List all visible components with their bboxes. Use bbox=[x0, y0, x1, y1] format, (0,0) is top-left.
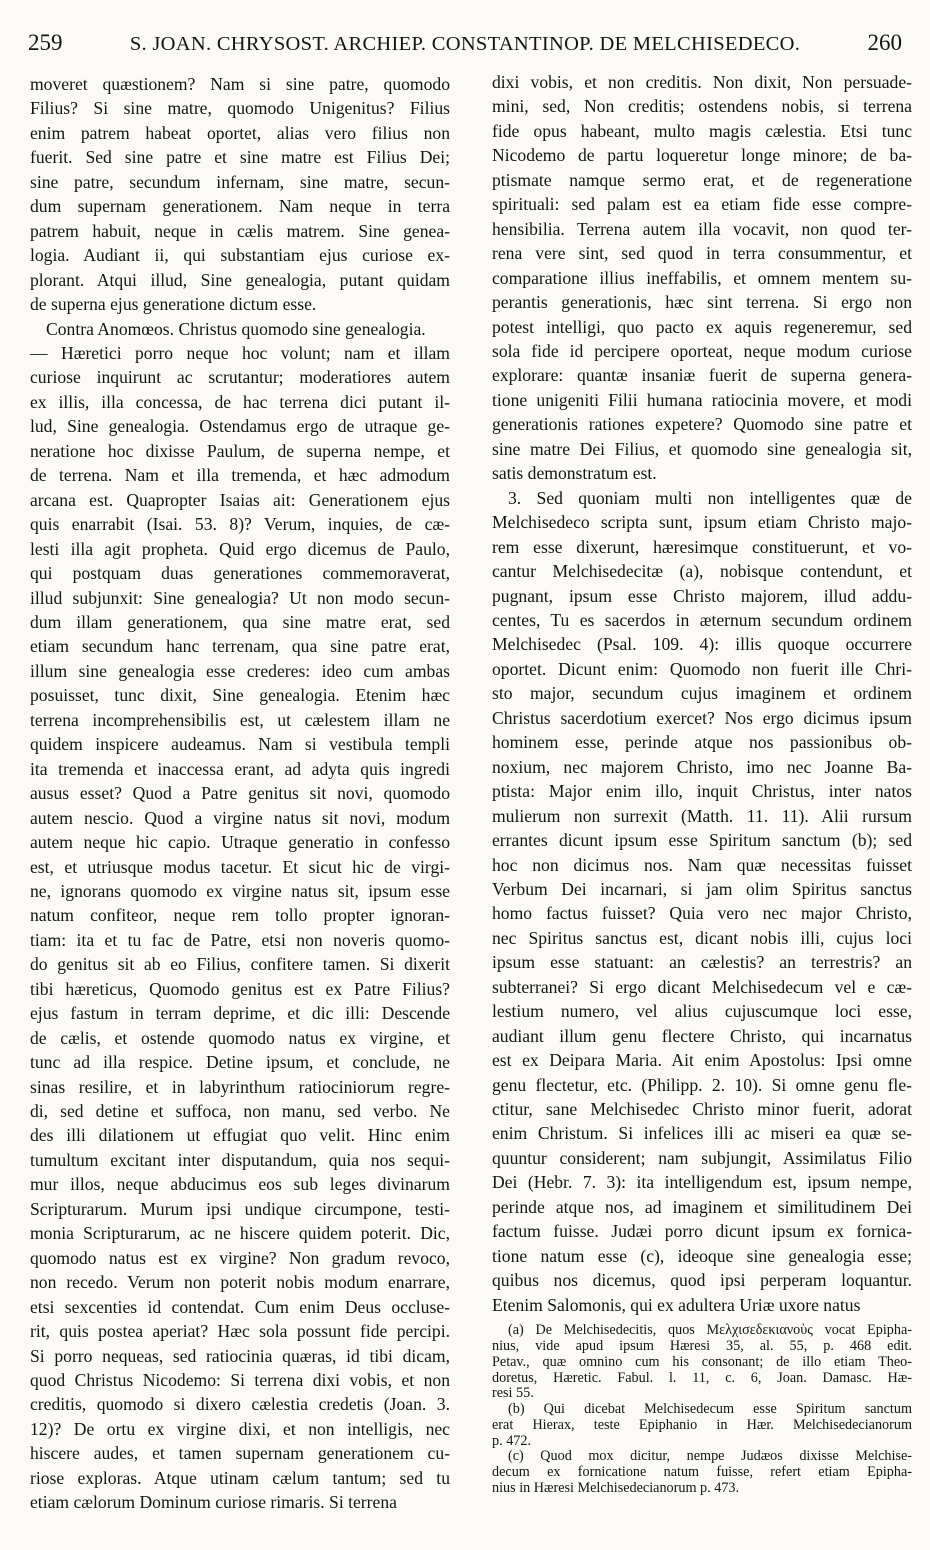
text-line: hensibilia. Terrena autem illa vocavit, non quod ter- bbox=[492, 218, 912, 239]
text-line: perinde atque nos, ad imaginem et similitudinem Dei bbox=[492, 1196, 912, 1217]
text-line: Filius? Si sine matre, quomodo Unigenitus? Filius bbox=[30, 98, 450, 119]
text-line: potest intelligi, quo pacto ex aquis regeneremur, sed bbox=[492, 316, 912, 337]
text-line: autem neque hic capio. Utraque generatio in confesso bbox=[30, 832, 450, 853]
text-line: qui postquam duas generationes commemoraverat, bbox=[30, 563, 450, 584]
text-line: Dei (Hebr. 7. 3): ita intelligendum est, ipsum nempe, bbox=[492, 1172, 912, 1193]
text-line: tiam: ita et tu fac de Patre, etsi non noveris quomo- bbox=[30, 929, 450, 950]
text-line: fide opus habeant, multo magis cælestia. Etsi tunc bbox=[492, 120, 912, 141]
text-line: Si porro nequeas, sed ratiocinia quæras, id tibi dicam, bbox=[30, 1345, 450, 1366]
text-line: quuntur considerent; nam subjungit, Assimilatus Filio bbox=[492, 1147, 912, 1168]
text-line: lesti illa agit propheta. Quid ergo dicemus de Paulo, bbox=[30, 538, 450, 559]
text-line: sinas resilire, et in labyrinthum ratiociniorum regre- bbox=[30, 1076, 450, 1097]
text-line: quis enarrabit (Isai. 53. 8)? Verum, inquies, de cæ- bbox=[30, 514, 450, 535]
text-line: dixi vobis, et non creditis. Non dixit, Non persuade- bbox=[492, 72, 912, 92]
right-column bbox=[492, 70, 912, 1497]
text-line: moveret quæstionem? Nam si sine patre, quomodo bbox=[30, 74, 450, 94]
text-line: rena vere sint, sed quod in terra consummentur, et bbox=[492, 243, 912, 264]
text-line: neratione hoc dixisse Paulum, de superna nempe, et bbox=[30, 440, 450, 461]
text-line: tibi hæreticus, Quomodo genitus est ex Patre Filius? bbox=[30, 978, 450, 999]
text-line: est, et utriusque modus tacetur. Et sicut hic de virgi- bbox=[30, 856, 450, 877]
text-line: — Hæretici porro neque hoc volunt; nam et illam bbox=[30, 342, 450, 363]
text-line: illud subjunxit: Sine genealogia? Ut non modo secun- bbox=[30, 587, 450, 608]
text-line: Melchisedeco scripta sunt, ipsum etiam Christo majo- bbox=[492, 512, 912, 533]
footnote-line: resi 55. bbox=[492, 1385, 534, 1402]
text-line: non recedo. Verum non poterit nobis modum enarrare, bbox=[30, 1272, 450, 1293]
text-line: monia Scripturarum, ac ne hiscere quidem poterit. Dic, bbox=[30, 1223, 450, 1244]
text-line: natum confiteor, neque rem tollo propter ignoran- bbox=[30, 905, 450, 926]
footnote-line: erat Hierax, teste Epiphanio in Hær. Melchisedecianorum bbox=[492, 1416, 912, 1433]
text-line: tumultum excitant inter disputandum, quia nos sequi- bbox=[30, 1149, 450, 1170]
text-line: ausus esset? Quod a Patre genitus sit novi, quomodo bbox=[30, 783, 450, 804]
text-line: noxium, nec majorem Christo, imo nec Joanne Ba- bbox=[492, 756, 912, 777]
page-number-right: 260 bbox=[867, 30, 902, 55]
text-line: plorant. Atqui illud, Sine genealogia, putant quidam bbox=[30, 269, 450, 290]
text-line: di, sed detine et suffoca, non manu, sed verbo. Ne bbox=[30, 1101, 450, 1122]
text-line: comparatione illius ineffabilis, et omnem mentem su- bbox=[492, 267, 912, 288]
text-line: rem esse dixerunt, hæresimque constituerunt, et vo- bbox=[492, 536, 912, 557]
running-header bbox=[28, 30, 902, 64]
text-line: lud, Sine genealogia. Ostendamus ergo de utraque ge- bbox=[30, 416, 450, 437]
text-line: tunc ad illa respice. Detine ipsum, et conclude, ne bbox=[30, 1052, 450, 1073]
left-column bbox=[30, 72, 450, 1515]
text-line: posuisset, tunc dixit, Sine genealogia. Etenim hæc bbox=[30, 685, 450, 706]
text-line: factum fuisse. Judæi porro dicunt ipsum ex fornica- bbox=[492, 1221, 912, 1242]
text-line: ipsum esse statuant: an cælestis? an terrestris? an bbox=[492, 952, 912, 973]
text-line: Verbum Dei incarnari, si jam olim Spiritus sanctus bbox=[492, 878, 912, 899]
text-line: dum supernam generationem. Nam neque in terra bbox=[30, 196, 450, 217]
text-line: ita tremenda et inaccessa erant, ad adyta quis ingredi bbox=[30, 758, 450, 779]
text-line: oportet. Dicunt enim: Quomodo non fuerit ille Chri- bbox=[492, 658, 912, 679]
text-line: explorare: quantæ insaniæ fuerit de superna genera- bbox=[492, 365, 912, 386]
right-column-text bbox=[492, 70, 912, 1317]
text-line: Melchisedec (Psal. 109. 4): illis quoque occurrere bbox=[492, 634, 912, 655]
text-line: etsi sexcenties id contendat. Cum enim Deus occluse- bbox=[30, 1296, 450, 1317]
text-line: cantur Melchisedecitæ (a), nobisque contendunt, et bbox=[492, 561, 912, 582]
text-line: enim Christum. Si infelices illi ac miseri ea quæ se- bbox=[492, 1123, 912, 1144]
footnote-line: doretus, Hæretic. Fabul. l. 11, c. 6, Joan. Damasc. Hæ- bbox=[492, 1369, 912, 1386]
text-line: mur illos, neque abducimus eos sub leges divinarum bbox=[30, 1174, 450, 1195]
text-line: tione unigeniti Filii humana ratiocinia movere, et modi bbox=[492, 389, 912, 410]
text-line: mulierum non surrexit (Matth. 11. 11). Alii rursum bbox=[492, 805, 912, 826]
text-line: autem nescio. Quod a virgine natus sit novi, modum bbox=[30, 807, 450, 828]
text-line: ejus fastum in terram deprime, et dic illi: Descende bbox=[30, 1003, 450, 1024]
text-line: arcana est. Quapropter Isaias ait: Generationem ejus bbox=[30, 489, 450, 510]
text-line: mini, sed, Non creditis; ostendens nobis, si terrena bbox=[492, 96, 912, 117]
text-line: de superna ejus generatione dictum esse. bbox=[30, 294, 317, 315]
text-line: lestium numero, vel alius cujuscumque loci esse, bbox=[492, 1001, 912, 1022]
text-line: rit, quis postea aperiat? Hæc sola possunt fide percipi. bbox=[30, 1321, 450, 1342]
text-line: dum illam generationem, qua sine matre erat, sed bbox=[30, 611, 450, 632]
text-line: do genitus sit ab eo Filius, confitere tamen. Si dixerit bbox=[30, 954, 450, 975]
text-line: enim patrem habeat oportet, alias vero filius non bbox=[30, 122, 450, 143]
text-line: quomodo natus est ex virgine? Non gradum revoco, bbox=[30, 1247, 450, 1268]
text-line: sine patre, secundum infernam, sine matre, secun- bbox=[30, 171, 450, 192]
text-line: creditis, quomodo si dixero cælestia credetis (Joan. 3. bbox=[30, 1394, 450, 1415]
text-line: subterranei? Si ergo dicant Melchisedecum vel e cæ- bbox=[492, 976, 912, 997]
text-line: centes, Tu es sacerdos in æternum secundum ordinem bbox=[492, 609, 912, 630]
text-line: ptismate namque sermo erat, et de regeneratione bbox=[492, 169, 912, 190]
footnote-line: Petav., quæ omnino cum his consonant; de illo etiam Theo- bbox=[492, 1353, 912, 1370]
text-line: ptista: Major enim illo, inquit Christus, inter natos bbox=[492, 781, 912, 802]
text-line: sto major, secundum cujus imaginem et ordinem bbox=[492, 683, 912, 704]
text-line: fuerit. Sed sine patre et sine matre est Filius Dei; bbox=[30, 147, 450, 168]
text-line: riose exploras. Atque utinam cælum tantum; sed tu bbox=[30, 1467, 450, 1488]
text-line: de cælis, et ostende quomodo natus ex virgine, et bbox=[30, 1027, 450, 1048]
text-line: Nicodemo de partu loqueretur longe minore; de ba- bbox=[492, 145, 912, 166]
text-line: terrena incomprehensibilis est, ut cælestem illam ne bbox=[30, 709, 450, 730]
text-line: est ex Deipara Maria. Ait enim Apostolus: Ipsi omne bbox=[492, 1050, 912, 1071]
text-line: nec Spiritus sanctus est, dicant nobis illi, cujus loci bbox=[492, 927, 912, 948]
text-line: quidem inspicere audeamus. Nam si vestibula templi bbox=[30, 734, 450, 755]
text-line: hominem esse, perinde atque nos passionibus ob- bbox=[492, 732, 912, 753]
footnote-line: (c) Quod mox dicitur, nempe Judæos dixisse Melchise- bbox=[508, 1448, 912, 1465]
text-line: sine matre Dei Filius, et quomodo sine genealogia sit, bbox=[492, 438, 912, 459]
footnote-line: (b) Qui dicebat Melchisedecum esse Spiritum sanctum bbox=[508, 1401, 912, 1418]
text-line: hiscere audes, et tamen supernam generationem cu- bbox=[30, 1443, 450, 1464]
footnote-line: p. 472. bbox=[492, 1432, 532, 1449]
text-line: patrem habuit, neque in cælis matrem. Sine genea- bbox=[30, 220, 450, 241]
text-line: illum sine genealogia esse crederes: ideo cum ambas bbox=[30, 660, 450, 681]
text-line: tione natum esse (c), ideoque sine genealogia esse; bbox=[492, 1245, 912, 1266]
text-line: spirituali: sed palam est ea etiam fide esse compre- bbox=[492, 194, 912, 215]
text-line: quod Christus Nicodemo: Si terrena dixi vobis, et non bbox=[30, 1370, 450, 1391]
text-line: logia. Audiant ii, qui substantiam ejus curiose ex- bbox=[30, 245, 450, 266]
text-line: de terrena. Nam et illa tremenda, et hæc admodum bbox=[30, 465, 450, 486]
text-line: ex illis, illa concessa, de hac terrena dici putant il- bbox=[30, 391, 450, 412]
text-line: perantis generationis, hæc sint terrena. Si ergo non bbox=[492, 292, 912, 313]
running-title: S. JOAN. CHRYSOST. ARCHIEP. CONSTANTINOP. DE MELCHISEDECO. bbox=[129, 33, 801, 55]
footnotes bbox=[492, 1323, 912, 1497]
text-line: homo factus fuisset? Quia vero nec major Christo, bbox=[492, 903, 912, 924]
text-line: etiam secundum hanc terrenam, qua sine patre erat, bbox=[30, 636, 450, 657]
text-line: genu flectetur, etc. (Philipp. 2. 10). Si omne genu fle- bbox=[492, 1074, 912, 1095]
text-line: ctitur, sane Melchisedec Christo minor fuerit, adorat bbox=[492, 1099, 912, 1120]
text-line: audiant illum genu flectere Christo, qui incarnatus bbox=[492, 1025, 912, 1046]
text-line: Christus sacerdotium exercet? Nos ergo dicimus ipsum bbox=[492, 707, 912, 728]
text-line: Contra Anomœos. Christus quomodo sine genealogia. bbox=[46, 318, 426, 339]
text-line: Scripturarum. Murum ipsi undique circumpone, testi- bbox=[30, 1198, 450, 1219]
text-line: 3. Sed quoniam multi non intelligentes quæ de bbox=[508, 487, 912, 508]
footnote-line: nius, vide apud ipsum Hæresi 35, al. 55, p. 468 edit. bbox=[492, 1337, 912, 1354]
text-line: 12)? De ortu ex virgine dixi, et non intelligis, nec bbox=[30, 1418, 450, 1439]
text-line: generationis rationes expetere? Quomodo sine patre et bbox=[492, 414, 912, 435]
text-line: etiam cælorum Dominum curiose rimaris. Si terrena bbox=[30, 1492, 397, 1513]
text-line: errantes dicunt ipsum esse Spiritum sanctum (b); sed bbox=[492, 830, 912, 851]
text-line: Etenim Salomonis, qui ex adultera Uriæ uxore natus bbox=[492, 1294, 861, 1315]
text-line: ne, ignorans quomodo ex virgine natus sit, ipsum esse bbox=[30, 880, 450, 901]
footnote-line: decum ex fornicatione natum fuisse, refert etiam Epipha- bbox=[492, 1464, 912, 1481]
text-line: hoc non dicimus nos. Nam quæ necessitas fuisset bbox=[492, 854, 912, 875]
footnote-line: (a) De Melchisedecitis, quos Μελχισεδεκιανοὺς vocat Epipha- bbox=[508, 1322, 912, 1339]
text-line: quibus nos dicemus, quod ipsi perperam loquantur. bbox=[492, 1270, 912, 1291]
footnote-line: nius in Hæresi Melchisedecianorum p. 473. bbox=[492, 1480, 740, 1497]
text-line: satis demonstratum est. bbox=[492, 463, 657, 484]
text-line: curiose inquirunt ac scrutantur; moderatiores autem bbox=[30, 367, 450, 388]
text-line: des illi dilationem ut effugiat quo velit. Hinc enim bbox=[30, 1125, 450, 1146]
page-number-left: 259 bbox=[28, 30, 63, 55]
text-line: pugnant, ipsum esse Christo majorem, illud addu- bbox=[492, 585, 912, 606]
text-line: sola fide id percipere oporteat, neque modum curiose bbox=[492, 340, 912, 361]
